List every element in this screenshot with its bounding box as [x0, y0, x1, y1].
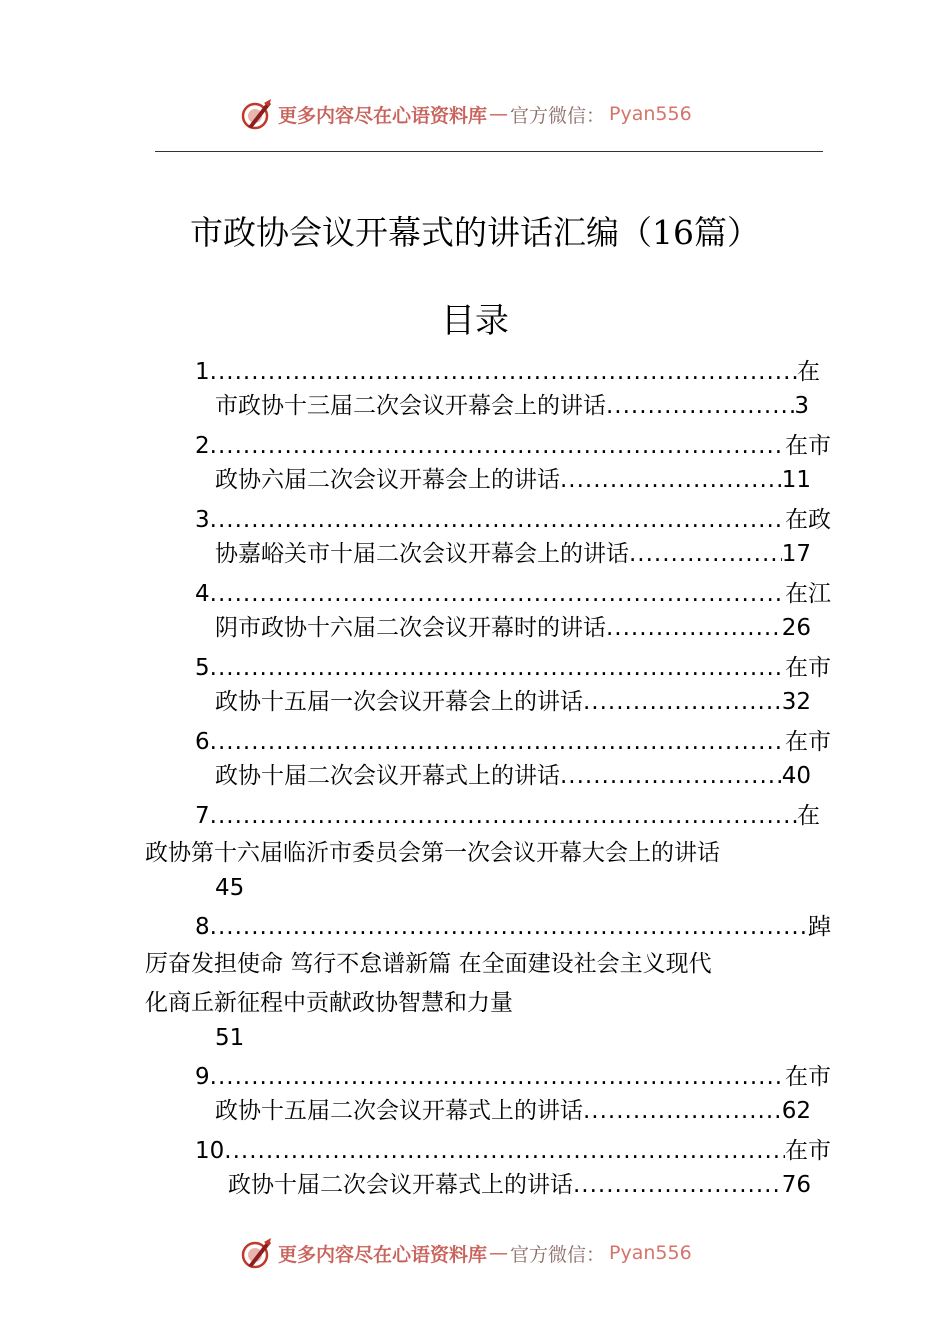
toc-page-number: 32 [781, 689, 811, 715]
watermark-dash: — [489, 103, 509, 125]
toc-page-number: 17 [781, 541, 811, 567]
watermark-official-label: 官方微信： [510, 1243, 606, 1266]
watermark-wechat-id: Pyan556 [609, 103, 692, 125]
toc-entry-7-page-number[interactable]: 45 [215, 875, 245, 901]
toc-title: 政协十五届二次会议开幕式上的讲话 [215, 1098, 583, 1124]
toc-entry-8-title-line-2[interactable]: 化商丘新征程中贡献政协智慧和力量 [145, 990, 513, 1016]
quill-logo-icon [240, 1236, 274, 1270]
toc-entry-8-page-number[interactable]: 51 [215, 1025, 245, 1051]
footer-watermark [240, 1236, 692, 1270]
toc-number: 3 [195, 507, 210, 533]
toc-entry-1-title-line[interactable] [215, 389, 809, 423]
toc-line-tail: 在 [797, 359, 820, 385]
toc-line-tail: 在市 [785, 1138, 831, 1164]
toc-entry-10-number-line[interactable] [195, 1134, 831, 1168]
toc-entry-6-title-line[interactable] [215, 759, 811, 793]
toc-number: 9 [195, 1064, 210, 1090]
watermark-dash: — [489, 1242, 509, 1264]
toc-entry-3-number-line[interactable] [195, 503, 831, 537]
toc-number: 8 [195, 914, 210, 940]
toc-line-tail: 在市 [785, 729, 831, 755]
title-main: 市政协会议开幕式的讲话汇编（ [190, 213, 652, 252]
toc-entry-5-number-line[interactable] [195, 651, 831, 685]
header-divider [155, 151, 823, 152]
toc-entry-9-title-line[interactable] [215, 1094, 811, 1128]
toc-line-tail: 在市 [785, 433, 831, 459]
watermark-brand-text: 更多内容尽在心语资料库 [278, 1243, 488, 1266]
toc-page-number: 40 [781, 763, 811, 789]
toc-entry-1-number-line[interactable] [195, 355, 820, 389]
toc-entry-8-number-line[interactable] [195, 910, 831, 944]
toc-entry-10-title-line[interactable] [228, 1168, 811, 1202]
toc-entry-2-title-line[interactable] [215, 463, 811, 497]
toc-line-tail: 在江 [785, 581, 831, 607]
watermark-official-label: 官方微信： [510, 104, 606, 127]
toc-entry-5-title-line[interactable] [215, 685, 811, 719]
toc-entry-6-number-line[interactable] [195, 725, 831, 759]
toc-heading: 目录 [441, 301, 509, 341]
header-watermark [240, 97, 692, 131]
toc-line-tail: 在市 [785, 1064, 831, 1090]
toc-title: 政协六届二次会议开幕会上的讲话 [215, 467, 560, 493]
toc-title: 政协十五届一次会议开幕会上的讲话 [215, 689, 583, 715]
toc-entry-3-title-line[interactable] [215, 537, 811, 571]
toc-line-tail: 在 [797, 803, 820, 829]
toc-page-number: 26 [781, 615, 811, 641]
toc-number: 5 [195, 655, 210, 681]
toc-page-number: 3 [794, 393, 809, 419]
toc-entry-8-title-line-1[interactable]: 厉奋发担使命 笃行不怠谱新篇 在全面建设社会主义现代 [145, 951, 712, 977]
watermark-brand-text: 更多内容尽在心语资料库 [278, 104, 488, 127]
toc-title: 市政协十三届二次会议开幕会上的讲话 [215, 393, 606, 419]
toc-entry-4-title-line[interactable] [215, 611, 811, 645]
title-end: 篇） [694, 213, 760, 252]
title-count: 16 [652, 213, 694, 252]
toc-number: 10 [195, 1138, 225, 1164]
toc-page-number: 76 [781, 1172, 811, 1198]
toc-page-number: 62 [781, 1098, 811, 1124]
toc-number: 6 [195, 729, 210, 755]
toc-title: 阴市政协十六届二次会议开幕时的讲话 [215, 615, 606, 641]
toc-title: 政协十届二次会议开幕式上的讲话 [228, 1172, 573, 1198]
toc-number: 1 [195, 359, 210, 385]
toc-number: 4 [195, 581, 210, 607]
toc-entry-4-number-line[interactable] [195, 577, 831, 611]
toc-entry-7-title[interactable]: 政协第十六届临沂市委员会第一次会议开幕大会上的讲话 [145, 840, 720, 866]
toc-number: 7 [195, 803, 210, 829]
toc-line-tail: 在市 [785, 655, 831, 681]
toc-entry-9-number-line[interactable] [195, 1060, 831, 1094]
toc-line-tail: 踔 [808, 914, 831, 940]
toc-title: 协嘉峪关市十届二次会议开幕会上的讲话 [215, 541, 629, 567]
document-title [0, 210, 950, 256]
toc-page-number: 11 [781, 467, 811, 493]
toc-line-tail: 在政 [785, 507, 831, 533]
toc-title: 政协十届二次会议开幕式上的讲话 [215, 763, 560, 789]
toc-number: 2 [195, 433, 210, 459]
quill-logo-icon [240, 97, 274, 131]
watermark-wechat-id: Pyan556 [609, 1242, 692, 1264]
toc-entry-7-number-line[interactable] [195, 799, 820, 833]
toc-entry-2-number-line[interactable] [195, 429, 831, 463]
